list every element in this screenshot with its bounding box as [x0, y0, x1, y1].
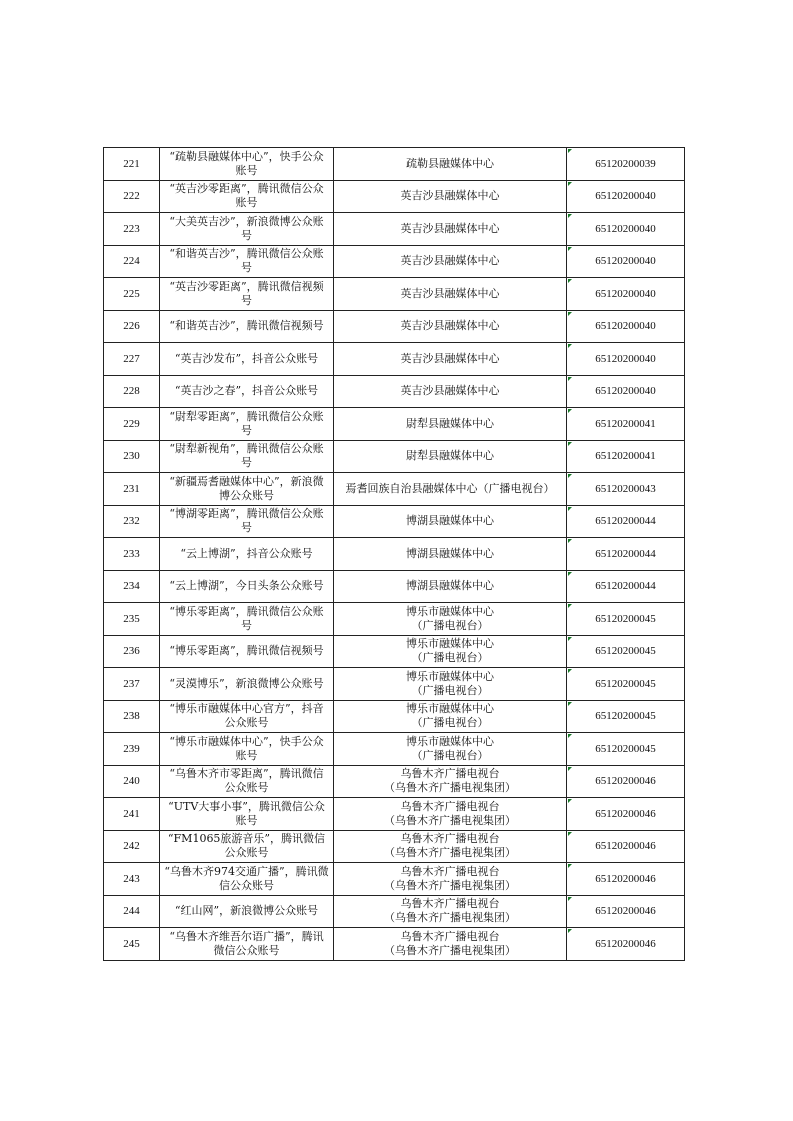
- table-row: [104, 213, 685, 246]
- cell-corner-mark-icon: [568, 247, 572, 251]
- row-number-cell: 243: [104, 863, 160, 896]
- table-row: [104, 310, 685, 343]
- organization-cell: [334, 148, 567, 181]
- organization-text: 尉犁县融媒体中心: [406, 416, 494, 430]
- license-code-text: 65120200045: [595, 742, 656, 755]
- row-number-cell: 238: [104, 700, 160, 733]
- license-code-text: 65120200040: [595, 352, 656, 365]
- account-name-text: “和谐英吉沙”，腾讯微信公众账号: [169, 247, 324, 275]
- license-code-text: 65120200046: [595, 775, 656, 788]
- table-row: [104, 343, 685, 376]
- license-code-text: 65120200044: [595, 580, 656, 593]
- account-name-text: “博乐市融媒体中心”，快手公众账号: [169, 734, 324, 762]
- organization-cell: [334, 798, 567, 831]
- organization-text: 英吉沙县融媒体中心: [400, 254, 500, 268]
- organization-cell: [334, 278, 567, 311]
- row-number-cell: 228: [104, 375, 160, 408]
- account-name-cell: [160, 798, 334, 831]
- license-code-cell: [567, 245, 685, 278]
- organization-text: 乌鲁木齐广播电视台 （乌鲁木齐广播电视集团）: [384, 799, 516, 827]
- license-code-cell: [567, 765, 685, 798]
- organization-text: 尉犁县融媒体中心: [406, 449, 494, 463]
- account-name-cell: [160, 863, 334, 896]
- license-code-text: 65120200044: [595, 547, 656, 560]
- row-number-cell: 231: [104, 473, 160, 506]
- license-code-cell: [567, 570, 685, 603]
- license-code-cell: [567, 375, 685, 408]
- cell-corner-mark-icon: [568, 572, 572, 576]
- account-name-cell: [160, 765, 334, 798]
- license-code-cell: [567, 180, 685, 213]
- license-code-cell: [567, 148, 685, 181]
- table-row: [104, 668, 685, 701]
- account-name-cell: [160, 668, 334, 701]
- account-name-cell: [160, 343, 334, 376]
- license-code-cell: [567, 213, 685, 246]
- organization-cell: [334, 213, 567, 246]
- license-code-text: 65120200046: [595, 937, 656, 950]
- license-code-cell: [567, 668, 685, 701]
- cell-corner-mark-icon: [568, 799, 572, 803]
- organization-text: 博乐市融媒体中心 （广播电视台）: [406, 702, 494, 730]
- cell-corner-mark-icon: [568, 182, 572, 186]
- account-name-text: “FM1065旅游音乐”，腾讯微信公众账号: [167, 832, 326, 860]
- cell-corner-mark-icon: [568, 214, 572, 218]
- account-name-cell: [160, 830, 334, 863]
- row-number-cell: 223: [104, 213, 160, 246]
- cell-corner-mark-icon: [568, 702, 572, 706]
- account-name-text: “和谐英吉沙”，腾讯微信视频号: [169, 319, 324, 333]
- account-name-cell: [160, 928, 334, 961]
- license-code-cell: [567, 473, 685, 506]
- organization-cell: [334, 180, 567, 213]
- organization-text: 博湖县融媒体中心: [406, 579, 494, 593]
- organization-text: 乌鲁木齐广播电视台 （乌鲁木齐广播电视集团）: [384, 767, 516, 795]
- account-name-cell: [160, 505, 334, 538]
- license-code-cell: [567, 505, 685, 538]
- license-code-text: 65120200045: [595, 677, 656, 690]
- license-code-cell: [567, 798, 685, 831]
- account-name-text: “尉犁新视角”，腾讯微信公众账号: [169, 442, 324, 470]
- organization-cell: [334, 603, 567, 636]
- license-code-cell: [567, 538, 685, 571]
- account-name-text: “大美英吉沙”，新浪微博公众账号: [169, 214, 324, 242]
- account-name-text: “乌鲁木齐974交通广播”，腾讯微信公众账号: [164, 864, 329, 892]
- cell-corner-mark-icon: [568, 669, 572, 673]
- organization-cell: [334, 570, 567, 603]
- organization-cell: [334, 830, 567, 863]
- license-code-cell: [567, 863, 685, 896]
- cell-corner-mark-icon: [568, 929, 572, 933]
- account-name-cell: [160, 180, 334, 213]
- cell-corner-mark-icon: [568, 767, 572, 771]
- account-name-text: “博乐零距离”，腾讯微信视频号: [169, 644, 324, 658]
- license-code-text: 65120200040: [595, 222, 656, 235]
- row-number-cell: 244: [104, 895, 160, 928]
- account-name-text: “新疆焉耆融媒体中心”，新浪微博公众账号: [169, 474, 324, 502]
- cell-corner-mark-icon: [568, 344, 572, 348]
- organization-text: 乌鲁木齐广播电视台 （乌鲁木齐广播电视集团）: [384, 832, 516, 860]
- cell-corner-mark-icon: [568, 897, 572, 901]
- account-name-cell: [160, 213, 334, 246]
- organization-cell: [334, 765, 567, 798]
- organization-cell: [334, 895, 567, 928]
- account-name-text: “博湖零距离”，腾讯微信公众账号: [169, 507, 324, 535]
- organization-cell: [334, 375, 567, 408]
- organization-text: 博湖县融媒体中心: [406, 514, 494, 528]
- account-name-cell: [160, 733, 334, 766]
- organization-text: 英吉沙县融媒体中心: [400, 351, 500, 365]
- license-code-text: 65120200046: [595, 840, 656, 853]
- license-code-text: 65120200040: [595, 320, 656, 333]
- organization-text: 博乐市融媒体中心 （广播电视台）: [406, 637, 494, 665]
- license-code-text: 65120200041: [595, 450, 656, 463]
- license-code-text: 65120200041: [595, 417, 656, 430]
- organization-cell: [334, 505, 567, 538]
- table-row: [104, 180, 685, 213]
- row-number-cell: 240: [104, 765, 160, 798]
- row-number-cell: 224: [104, 245, 160, 278]
- account-name-text: “疏勒县融媒体中心”，快手公众账号: [169, 149, 324, 177]
- account-name-text: “乌鲁木齐维吾尔语广播”，腾讯微信公众账号: [169, 929, 324, 957]
- license-code-cell: [567, 700, 685, 733]
- account-name-text: “云上博湖”，抖音公众账号: [180, 546, 313, 560]
- cell-corner-mark-icon: [568, 312, 572, 316]
- account-name-cell: [160, 440, 334, 473]
- row-number-cell: 226: [104, 310, 160, 343]
- row-number-cell: 234: [104, 570, 160, 603]
- license-code-text: 65120200046: [595, 807, 656, 820]
- organization-cell: [334, 245, 567, 278]
- table-row: [104, 375, 685, 408]
- organization-cell: [334, 343, 567, 376]
- account-name-text: “英吉沙零距离”，腾讯微信视频号: [169, 279, 324, 307]
- row-number-cell: 233: [104, 538, 160, 571]
- license-code-cell: [567, 895, 685, 928]
- cell-corner-mark-icon: [568, 279, 572, 283]
- organization-cell: [334, 310, 567, 343]
- license-code-cell: [567, 830, 685, 863]
- cell-corner-mark-icon: [568, 864, 572, 868]
- account-name-cell: [160, 538, 334, 571]
- cell-corner-mark-icon: [568, 604, 572, 608]
- organization-cell: [334, 733, 567, 766]
- account-name-cell: [160, 603, 334, 636]
- cell-corner-mark-icon: [568, 409, 572, 413]
- row-number-cell: 230: [104, 440, 160, 473]
- cell-corner-mark-icon: [568, 734, 572, 738]
- license-code-text: 65120200044: [595, 515, 656, 528]
- account-name-cell: [160, 570, 334, 603]
- row-number-cell: 221: [104, 148, 160, 181]
- row-number-cell: 222: [104, 180, 160, 213]
- table-row: [104, 830, 685, 863]
- account-name-cell: [160, 473, 334, 506]
- row-number-cell: 237: [104, 668, 160, 701]
- account-name-text: “博乐零距离”，腾讯微信公众账号: [169, 604, 324, 632]
- license-code-cell: [567, 733, 685, 766]
- table-row: [104, 278, 685, 311]
- row-number-cell: 245: [104, 928, 160, 961]
- cell-corner-mark-icon: [568, 149, 572, 153]
- organization-text: 博乐市融媒体中心 （广播电视台）: [406, 604, 494, 632]
- account-name-cell: [160, 278, 334, 311]
- license-code-cell: [567, 635, 685, 668]
- license-code-text: 65120200040: [595, 287, 656, 300]
- organization-text: 博乐市融媒体中心 （广播电视台）: [406, 734, 494, 762]
- table-row: [104, 895, 685, 928]
- table-row: [104, 148, 685, 181]
- account-name-text: “红山网”，新浪微博公众账号: [174, 904, 319, 918]
- license-code-cell: [567, 603, 685, 636]
- license-code-text: 65120200045: [595, 612, 656, 625]
- organization-cell: [334, 635, 567, 668]
- account-name-text: “云上博湖”，今日头条公众账号: [169, 579, 324, 593]
- account-name-text: “尉犁零距离”，腾讯微信公众账号: [169, 409, 324, 437]
- organization-text: 博湖县融媒体中心: [406, 546, 494, 560]
- license-code-cell: [567, 408, 685, 441]
- account-name-text: “英吉沙零距离”，腾讯微信公众账号: [169, 182, 324, 210]
- table-row: [104, 700, 685, 733]
- license-code-text: 65120200040: [595, 385, 656, 398]
- cell-corner-mark-icon: [568, 507, 572, 511]
- account-name-cell: [160, 245, 334, 278]
- account-name-text: “灵漠博乐”，新浪微博公众账号: [169, 676, 324, 690]
- account-name-cell: [160, 408, 334, 441]
- table-row: [104, 863, 685, 896]
- organization-cell: [334, 668, 567, 701]
- license-code-text: 65120200045: [595, 645, 656, 658]
- row-number-cell: 241: [104, 798, 160, 831]
- organization-cell: [334, 700, 567, 733]
- organization-text: 英吉沙县融媒体中心: [400, 319, 500, 333]
- account-name-text: “乌鲁木齐市零距离”，腾讯微信公众账号: [169, 767, 324, 795]
- license-code-text: 65120200045: [595, 710, 656, 723]
- organization-text: 英吉沙县融媒体中心: [400, 286, 500, 300]
- account-name-cell: [160, 310, 334, 343]
- organization-text: 乌鲁木齐广播电视台 （乌鲁木齐广播电视集团）: [384, 929, 516, 957]
- license-code-cell: [567, 278, 685, 311]
- row-number-cell: 235: [104, 603, 160, 636]
- license-code-cell: [567, 343, 685, 376]
- table-row: [104, 733, 685, 766]
- row-number-cell: 225: [104, 278, 160, 311]
- row-number-cell: 242: [104, 830, 160, 863]
- account-name-text: “英吉沙之春”，抖音公众账号: [174, 384, 319, 398]
- table-row: [104, 505, 685, 538]
- license-code-text: 65120200040: [595, 190, 656, 203]
- license-code-cell: [567, 310, 685, 343]
- organization-text: 英吉沙县融媒体中心: [400, 384, 500, 398]
- row-number-cell: 236: [104, 635, 160, 668]
- account-name-cell: [160, 895, 334, 928]
- license-code-text: 65120200046: [595, 905, 656, 918]
- account-name-cell: [160, 148, 334, 181]
- registration-table: [103, 147, 685, 961]
- table-row: [104, 635, 685, 668]
- table-row: [104, 473, 685, 506]
- cell-corner-mark-icon: [568, 442, 572, 446]
- organization-text: 博乐市融媒体中心 （广播电视台）: [406, 669, 494, 697]
- organization-text: 英吉沙县融媒体中心: [400, 189, 500, 203]
- table-row: [104, 798, 685, 831]
- row-number-cell: 229: [104, 408, 160, 441]
- table-row: [104, 408, 685, 441]
- row-number-cell: 239: [104, 733, 160, 766]
- account-name-text: “英吉沙发布”，抖音公众账号: [174, 351, 319, 365]
- organization-text: 疏勒县融媒体中心: [406, 156, 494, 170]
- cell-corner-mark-icon: [568, 539, 572, 543]
- table-row: [104, 245, 685, 278]
- table-row: [104, 440, 685, 473]
- table-row: [104, 928, 685, 961]
- table-row: [104, 538, 685, 571]
- organization-text: 乌鲁木齐广播电视台 （乌鲁木齐广播电视集团）: [384, 897, 516, 925]
- cell-corner-mark-icon: [568, 377, 572, 381]
- table-body: [104, 148, 685, 961]
- license-code-text: 65120200043: [595, 482, 656, 495]
- cell-corner-mark-icon: [568, 637, 572, 641]
- account-name-cell: [160, 700, 334, 733]
- organization-cell: [334, 538, 567, 571]
- row-number-cell: 227: [104, 343, 160, 376]
- cell-corner-mark-icon: [568, 832, 572, 836]
- organization-text: 焉耆回族自治县融媒体中心（广播电视台）: [345, 481, 555, 495]
- organization-cell: [334, 408, 567, 441]
- table-row: [104, 765, 685, 798]
- account-name-cell: [160, 375, 334, 408]
- cell-corner-mark-icon: [568, 474, 572, 478]
- table-row: [104, 570, 685, 603]
- license-code-text: 65120200040: [595, 255, 656, 268]
- organization-cell: [334, 928, 567, 961]
- license-code-cell: [567, 440, 685, 473]
- account-name-text: “UTV大事小事”，腾讯微信公众账号: [168, 799, 325, 827]
- organization-cell: [334, 473, 567, 506]
- account-name-text: “博乐市融媒体中心官方”，抖音公众账号: [169, 702, 324, 730]
- row-number-cell: 232: [104, 505, 160, 538]
- license-code-text: 65120200039: [595, 157, 656, 170]
- license-code-text: 65120200046: [595, 872, 656, 885]
- organization-cell: [334, 440, 567, 473]
- organization-text: 英吉沙县融媒体中心: [400, 221, 500, 235]
- license-code-cell: [567, 928, 685, 961]
- table-row: [104, 603, 685, 636]
- organization-text: 乌鲁木齐广播电视台 （乌鲁木齐广播电视集团）: [384, 864, 516, 892]
- organization-cell: [334, 863, 567, 896]
- account-name-cell: [160, 635, 334, 668]
